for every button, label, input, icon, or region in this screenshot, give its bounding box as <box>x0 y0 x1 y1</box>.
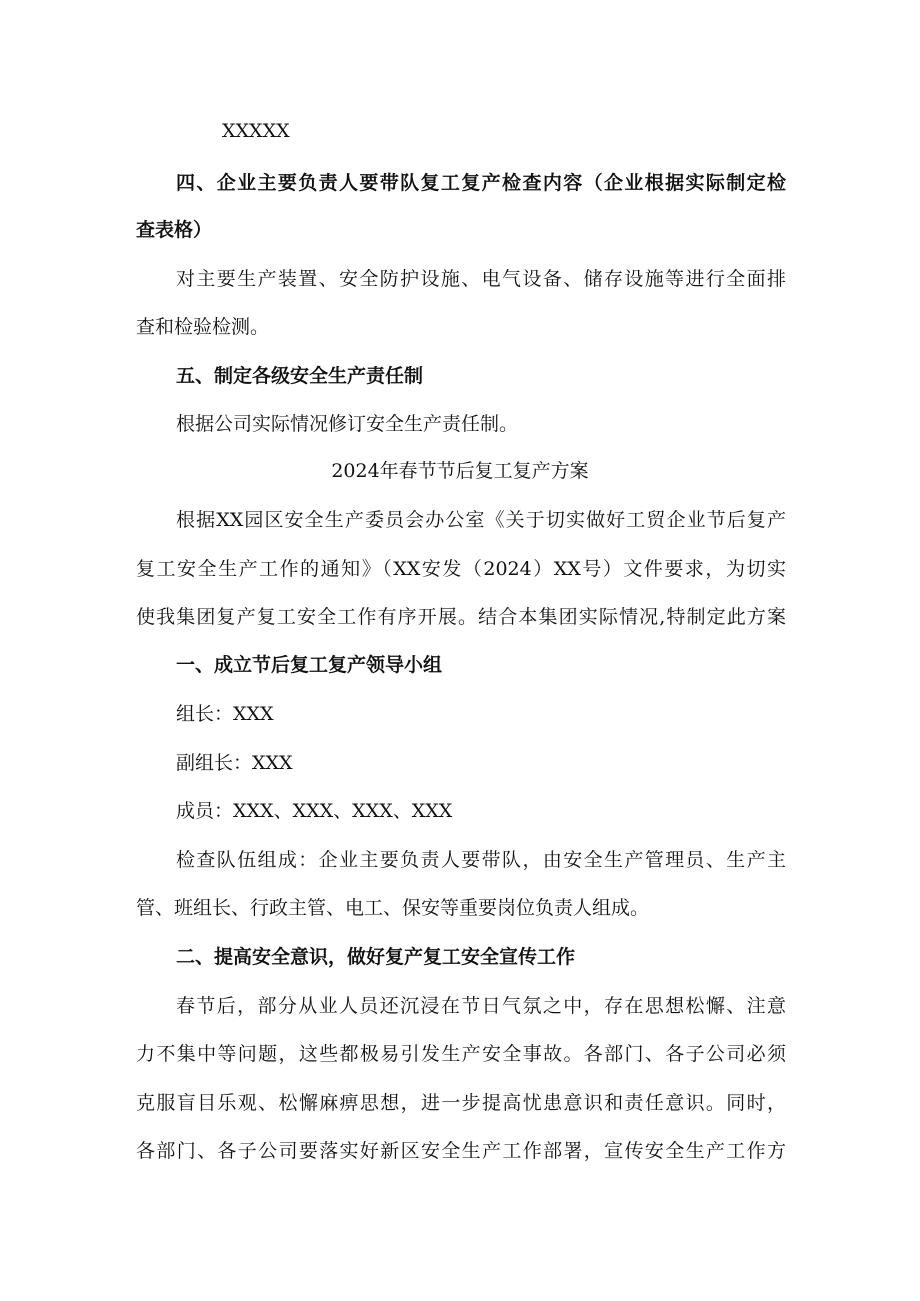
document-title: 2024年春节节后复工复产方案 <box>331 460 589 482</box>
paragraph-line: 复工安全生产工作的通知》（XX安发（2024）XX号）文件要求，为切实 <box>136 558 786 580</box>
paragraph-line: 力不集中等问题，这些都极易引发生产安全事故。各部门、各子公司必须 <box>136 1043 786 1065</box>
section-four-heading-cont: 查表格） <box>136 219 213 241</box>
paragraph-line: 管、班组长、行政主管、电工、保安等重要岗位负责人组成。 <box>136 897 650 919</box>
team-members: 成员：XXX、XXX、XXX、XXX <box>176 800 453 822</box>
team-leader: 组长：XXX <box>176 703 274 725</box>
team-deputy-leader: 副组长：XXX <box>176 752 293 774</box>
section-one-heading: 一、成立节后复工复产领导小组 <box>176 654 443 676</box>
paragraph-line: 检查队伍组成：企业主要负责人要带队，由安全生产管理员、生产主 <box>176 849 786 871</box>
paragraph-line: 各部门、各子公司要落实好新区安全生产工作部署，宣传安全生产工作方 <box>136 1140 786 1162</box>
code-placeholder: XXXXX <box>222 120 290 142</box>
section-two-heading: 二、提高安全意识，做好复产复工安全宣传工作 <box>176 946 576 968</box>
paragraph-line: 对主要生产装置、安全防护设施、电气设备、储存设施等进行全面排 <box>176 268 786 290</box>
paragraph-line: 使我集团复产复工安全工作有序开展。结合本集团实际情况,特制定此方案 <box>136 606 786 628</box>
paragraph-line: 春节后，部分从业人员还沉浸在节日气氛之中，存在思想松懈、注意 <box>176 995 786 1017</box>
section-four-heading: 四、企业主要负责人要带队复工复产检查内容（企业根据实际制定检 <box>176 172 786 194</box>
section-five-heading: 五、制定各级安全生产责任制 <box>176 365 424 387</box>
paragraph-line: 根据XX园区安全生产委员会办公室《关于切实做好工贸企业节后复产 <box>176 509 786 531</box>
paragraph-line: 查和检验检测。 <box>136 316 270 338</box>
paragraph-line: 根据公司实际情况修订安全生产责任制。 <box>176 413 519 435</box>
paragraph-line: 克服盲目乐观、松懈麻痹思想，进一步提高忧患意识和责任意识。同时， <box>136 1092 786 1114</box>
